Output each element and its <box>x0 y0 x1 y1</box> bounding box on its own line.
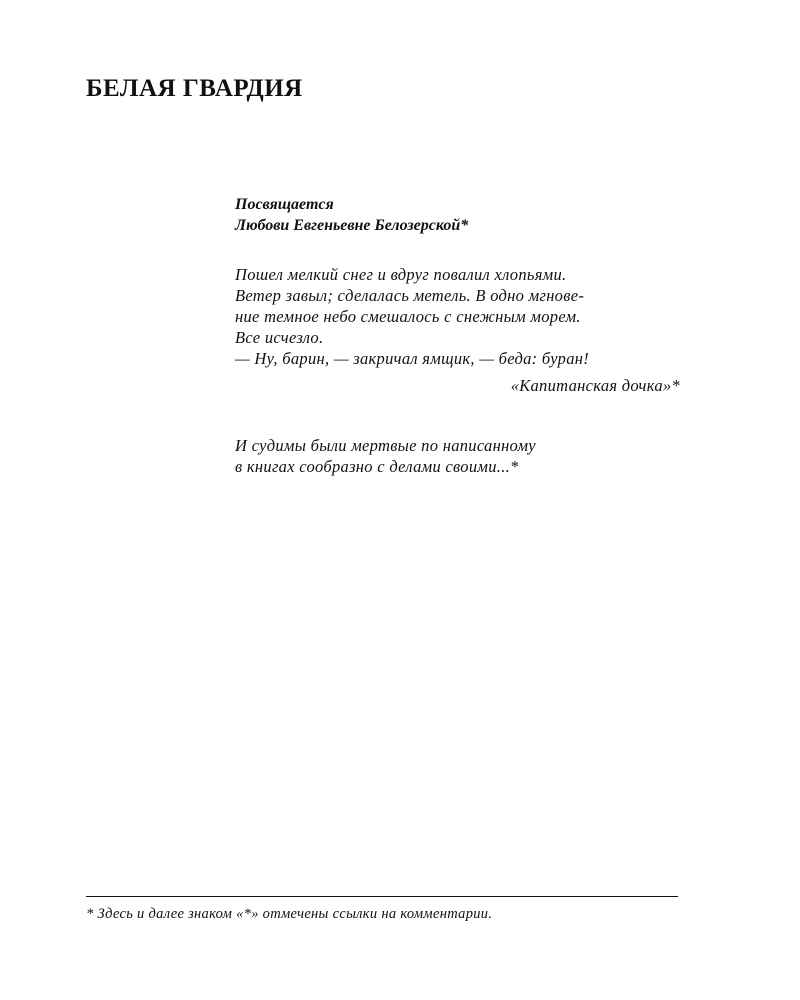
footnote: * Здесь и далее знаком «*» отмечены ссылки на комментарии. <box>86 906 493 922</box>
epigraph-line: ние темное небо смешалось с снежным морем. <box>235 307 581 326</box>
epigraph-pushkin <box>235 264 680 396</box>
dedication <box>235 194 468 236</box>
dedication-line: Посвящается <box>235 196 334 213</box>
epigraph-line: — Ну, барин, — закричал ямщик, — беда: буран! <box>235 349 590 368</box>
footnote-divider <box>86 896 678 897</box>
epigraph-source: «Капитанская дочка»* <box>510 376 680 395</box>
epigraph-line: Пошел мелкий снег и вдруг повалил хлопьями. <box>235 265 567 284</box>
epigraph-scripture <box>235 435 680 477</box>
epigraph-line: в книгах сообразно с делами своими...* <box>235 457 519 476</box>
dedication-recipient: Любови Евгеньевне Белозерской* <box>235 217 469 234</box>
epigraph-line: Ветер завыл; сделалась метель. В одно мгнове- <box>235 286 585 305</box>
page-title: БЕЛАЯ ГВАРДИЯ <box>86 75 303 102</box>
epigraph-line: Все исчезло. <box>235 328 324 347</box>
epigraph-line: И судимы были мертвые по написанному <box>235 436 536 455</box>
